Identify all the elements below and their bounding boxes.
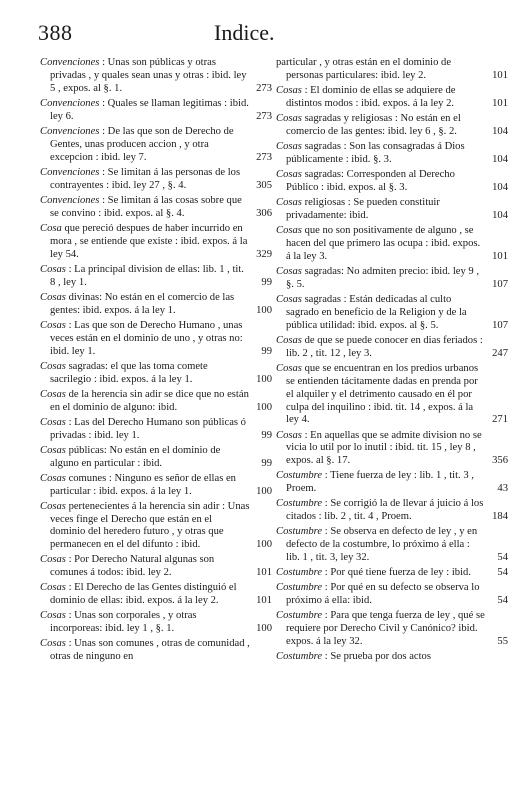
- index-entry: [40, 320, 272, 359]
- index-entry: [276, 57, 508, 83]
- entry-text: [276, 651, 508, 664]
- entry-description: particular , y otras están en el dominio de personas particulares: ibid. ley 2.: [276, 57, 452, 81]
- entry-description: que se encuentran en los predios urbanos se entienden tácitamente dadas en prenda por el alquiler y el detrimento causado en él por culpa del inquilino : ibid. tit. 14 , expos. á la ley 4.: [286, 362, 479, 426]
- entry-description: sagradas : Son las consagradas á Dios públicamente : ibid. §. 3.: [286, 141, 465, 165]
- entry-description: : Por qué en su defecto se observa lo próximo á ella: ibid.: [286, 582, 480, 607]
- entry-page-ref: 273: [256, 110, 272, 122]
- index-entry: [276, 430, 508, 469]
- entry-keyword: Cosas: [276, 113, 302, 124]
- entry-keyword: Convenciones: [40, 57, 100, 68]
- entry-page-ref: 101: [256, 567, 272, 579]
- index-entry: [40, 554, 272, 580]
- entry-text: [276, 470, 508, 496]
- entry-text: [276, 610, 508, 649]
- entry-keyword: Costumbre: [276, 651, 323, 663]
- entry-page-ref: 107: [492, 319, 508, 331]
- index-entry: [276, 526, 508, 565]
- entry-keyword: Cosas: [276, 265, 302, 277]
- entry-keyword: Cosas: [276, 362, 302, 374]
- entry-text: [40, 473, 272, 499]
- index-entry: [40, 195, 272, 221]
- entry-keyword: Cosas: [40, 500, 66, 512]
- entry-page-ref: 99: [261, 276, 272, 288]
- entry-page-ref: 104: [492, 209, 508, 221]
- entry-page-ref: 43: [497, 483, 508, 495]
- index-entry: [40, 610, 272, 636]
- entry-description: que no son positivamente de alguno , se hacen del que primero las ocupa : ibid. expos. á la ley 3.: [286, 225, 481, 262]
- entry-page-ref: 99: [261, 457, 272, 469]
- entry-text: [276, 430, 508, 469]
- entry-page-ref: 247: [492, 347, 508, 359]
- entry-page-ref: 107: [492, 278, 508, 290]
- entry-description: : En aquellas que se admite division no se vicia lo util por lo inutil : ibid. tit. 15 , ley 8 , expos. al §. 17.: [286, 429, 482, 467]
- entry-description: de que se puede conocer en dias feriados : lib. 2 , tit. 12 , ley 3.: [286, 334, 483, 359]
- index-entry: [276, 651, 508, 664]
- entry-page-ref: 306: [256, 207, 272, 219]
- entry-text: [276, 335, 508, 361]
- entry-keyword: Cosas: [40, 554, 66, 566]
- entry-keyword: Convenciones: [40, 166, 100, 178]
- entry-text: [276, 113, 508, 139]
- entry-description: comunes : Ninguno es señor de ellas en particular : ibid. expos. á la ley 1.: [50, 472, 236, 497]
- entry-page-ref: 100: [256, 401, 272, 413]
- index-entry: [40, 223, 272, 262]
- entry-text: [276, 498, 508, 524]
- index-entry: [40, 167, 272, 193]
- entry-keyword: Cosas: [40, 610, 66, 622]
- entry-page-ref: 305: [256, 179, 272, 191]
- entry-keyword: Cosa: [40, 222, 62, 234]
- entry-page-ref: 329: [256, 248, 272, 260]
- index-entry: [276, 470, 508, 496]
- entry-text: [276, 363, 508, 428]
- entry-description: : Las del Derecho Humano son públicas ó privadas : ibid. ley 1.: [50, 416, 246, 441]
- entry-page-ref: 273: [256, 82, 272, 94]
- index-entry: [40, 389, 272, 415]
- entry-description: : Se limitan á las personas de los contrayentes : ibid. ley 27 , §. 4.: [50, 166, 241, 191]
- entry-description: : Para que tenga fuerza de ley , qué se requiere por Derecho Civil y Canónico? ibid. expos. á la ley 32.: [286, 610, 485, 648]
- entry-description: : El Derecho de las Gentes distinguió el dominio de ellas: ibid. expos. á la ley 2.: [50, 582, 237, 607]
- entry-description: sagradas y religiosas : No están en el comercio de las gentes: ibid. ley 6 , §. 2.: [286, 113, 461, 137]
- entry-keyword: Cosas: [276, 197, 302, 208]
- entry-page-ref: 100: [256, 373, 272, 385]
- entry-description: sagradas: el que las toma comete sacrilegio : ibid. expos. á la ley 1.: [50, 360, 208, 385]
- index-entry: [276, 197, 508, 223]
- entry-keyword: Cosas: [276, 169, 302, 180]
- entry-page-ref: 101: [492, 250, 508, 262]
- index-entry: [40, 417, 272, 443]
- entry-text: [40, 126, 272, 165]
- entry-description: : Unas son públicas y otras privadas , y quales sean unas y otras : ibid. ley 5 , expos. al §. 1.: [50, 57, 247, 94]
- entry-keyword: Cosas: [40, 582, 66, 594]
- entry-description: : Se observa en defecto de ley , y en defecto de la costumbre, lo próximo á ella : lib. 1 , tit. 3, ley 32.: [286, 526, 478, 564]
- entry-text: [40, 610, 272, 636]
- index-entry: [40, 445, 272, 471]
- entry-description: sagradas: Corresponden al Derecho Público : ibid. expos. al §. 3.: [286, 169, 455, 193]
- index-entry: [276, 113, 508, 139]
- entry-page-ref: 104: [492, 153, 508, 165]
- entry-text: [276, 197, 508, 223]
- entry-keyword: Cosas: [40, 263, 66, 275]
- entry-description: : El dominio de ellas se adquiere de distintos modos : ibid. expos. á la ley 2.: [286, 85, 456, 109]
- entry-description: : Se prueba por dos actos: [324, 651, 431, 663]
- entry-description: : La principal division de ellas: lib. 1 , tit. 8 , ley 1.: [50, 263, 244, 288]
- entry-page-ref: 184: [492, 511, 508, 523]
- entry-description: pertenecientes á la herencia sin adir : Unas veces finge el Derecho que están en el dominio del heredero futuro , y otras que permanecen en el del difunto : ibid.: [50, 500, 250, 551]
- entry-text: [40, 582, 272, 608]
- entry-text: [40, 389, 272, 415]
- entry-keyword: Costumbre: [276, 526, 323, 538]
- entry-text: [276, 169, 508, 195]
- index-entry: [40, 473, 272, 499]
- entry-keyword: Cosas: [40, 388, 66, 400]
- page-number: 388: [38, 20, 73, 45]
- entry-description: divinas: No están en el comercio de las gentes: ibid. expos. á la ley 1.: [50, 291, 235, 316]
- entry-keyword: Costumbre: [276, 567, 323, 579]
- page-title: Indice.: [214, 20, 275, 45]
- entry-text: [40, 361, 272, 387]
- entry-description: sagradas : Están dedicadas al culto sagrado en beneficio de la Religion y de la pública utilidad: ibid. expos. al §. 5.: [286, 293, 467, 331]
- entry-keyword: Costumbre: [276, 470, 323, 482]
- entry-page-ref: 100: [256, 539, 272, 551]
- index-entry: [276, 294, 508, 333]
- entry-keyword: Costumbre: [276, 582, 323, 594]
- entry-description: : Las que son de Derecho Humano , unas veces están en el dominio de uno , y otras no: ibid. ley 1.: [50, 319, 243, 357]
- entry-description: públicas: No están en el dominio de alguno en particular : ibid.: [50, 444, 221, 469]
- entry-keyword: Cosas: [40, 291, 66, 303]
- entry-keyword: Cosas: [276, 293, 302, 305]
- index-entry: [40, 126, 272, 165]
- index-entry: [276, 266, 508, 292]
- index-entry: [40, 292, 272, 318]
- index-column-right: [276, 57, 508, 666]
- entry-keyword: Cosas: [276, 85, 302, 96]
- index-entry: [276, 169, 508, 195]
- entry-text: [276, 85, 508, 111]
- entry-description: sagradas: No admiten precio: ibid. ley 9 , §. 5.: [286, 265, 480, 290]
- entry-keyword: Cosas: [40, 360, 66, 372]
- index-entry: [40, 638, 272, 664]
- entry-keyword: Cosas: [40, 416, 66, 428]
- entry-description: : Por qué tiene fuerza de ley : ibid.: [324, 567, 471, 579]
- entry-keyword: Convenciones: [40, 194, 100, 206]
- entry-text: [40, 223, 272, 262]
- entry-page-ref: 54: [497, 552, 508, 564]
- index-entry: [276, 335, 508, 361]
- entry-description: : Unas son comunes , otras de comunidad , otras de ninguno en: [50, 638, 250, 663]
- entry-keyword: Cosas: [276, 141, 302, 152]
- entry-page-ref: 101: [256, 595, 272, 607]
- entry-text: [40, 264, 272, 290]
- index-entry: [40, 501, 272, 553]
- index-entry: [276, 567, 508, 580]
- entry-description: : Por Derecho Natural algunas son comunes á todos: ibid. ley 2.: [50, 554, 215, 579]
- index-entry: [40, 98, 272, 124]
- entry-page-ref: 100: [256, 485, 272, 497]
- entry-description: de la herencia sin adir se dice que no están en el dominio de alguno: ibid.: [50, 388, 249, 413]
- entry-keyword: Costumbre: [276, 498, 323, 510]
- entry-keyword: Convenciones: [40, 125, 100, 137]
- entry-page-ref: 356: [492, 455, 508, 467]
- entry-text: [40, 638, 272, 664]
- entry-text: [276, 266, 508, 292]
- entry-text: [40, 195, 272, 221]
- entry-keyword: Cosas: [40, 444, 66, 456]
- entry-page-ref: 99: [261, 345, 272, 357]
- entry-text: [40, 292, 272, 318]
- entry-text: [276, 526, 508, 565]
- index-column-left: [40, 57, 272, 666]
- entry-text: [276, 582, 508, 608]
- entry-page-ref: 100: [256, 623, 272, 635]
- entry-keyword: Cosas: [276, 334, 302, 346]
- entry-page-ref: 54: [497, 567, 508, 579]
- index-entry: [276, 498, 508, 524]
- entry-description: : Se corrigió la de llevar á juicio á los citados : lib. 2 , tit. 4 , Proem.: [286, 498, 484, 523]
- entry-text: [40, 167, 272, 193]
- index-entry: [40, 264, 272, 290]
- index-entry: [276, 85, 508, 111]
- index-entry: [40, 361, 272, 387]
- entry-description: : De las que son de Derecho de Gentes, unas producen accion , y otra excepcion : ibid. ley 7.: [50, 125, 234, 163]
- index-entry: [40, 57, 272, 96]
- entry-keyword: Cosas: [40, 319, 66, 331]
- index-entry: [40, 582, 272, 608]
- entry-page-ref: 99: [261, 429, 272, 441]
- entry-page-ref: 55: [497, 636, 508, 648]
- entry-text: [40, 554, 272, 580]
- entry-page-ref: 104: [492, 125, 508, 137]
- entry-page-ref: 54: [497, 595, 508, 607]
- entry-keyword: Cosas: [276, 429, 302, 441]
- entry-page-ref: 273: [256, 151, 272, 163]
- entry-description: : Tiene fuerza de ley : lib. 1 , tit. 3 , Proem.: [286, 470, 474, 495]
- entry-keyword: Cosas: [40, 472, 66, 484]
- entry-description: religiosas : Se pueden constituir privadamente: ibid.: [286, 197, 440, 221]
- entry-page-ref: 101: [492, 69, 508, 81]
- entry-keyword: Convenciones: [40, 97, 100, 109]
- entry-text: [276, 225, 508, 264]
- entry-text: [40, 417, 272, 443]
- entry-text: [40, 320, 272, 359]
- entry-description: que pereció despues de haber incurrido en mora , se entiende que existe : ibid. expos. á la ley 54.: [50, 222, 248, 260]
- entry-page-ref: 101: [492, 97, 508, 109]
- entry-keyword: Cosas: [276, 225, 302, 236]
- entry-text: [40, 501, 272, 553]
- entry-text: [40, 98, 272, 124]
- index-entry: [276, 610, 508, 649]
- index-entry: [276, 141, 508, 167]
- entry-page-ref: 271: [492, 414, 508, 426]
- entry-text: [40, 445, 272, 471]
- entry-text: [276, 141, 508, 167]
- entry-keyword: Costumbre: [276, 610, 323, 622]
- entry-page-ref: 104: [492, 181, 508, 193]
- entry-text: [276, 294, 508, 333]
- index-entry: [276, 582, 508, 608]
- entry-description: : Quales se llaman legitimas : ibid. ley 6.: [50, 97, 249, 122]
- entry-text: [276, 57, 508, 83]
- entry-keyword: Cosas: [40, 638, 66, 650]
- index-entry: [276, 363, 508, 428]
- entry-text: [276, 567, 508, 580]
- entry-description: : Se limitan á las cosas sobre que se convino : ibid. expos. al §. 4.: [50, 194, 242, 219]
- entry-text: [40, 57, 272, 96]
- entry-description: : Unas son corporales , y otras incorporeas: ibid. ley 1 , §. 1.: [50, 610, 197, 635]
- index-entry: [276, 225, 508, 264]
- entry-page-ref: 100: [256, 304, 272, 316]
